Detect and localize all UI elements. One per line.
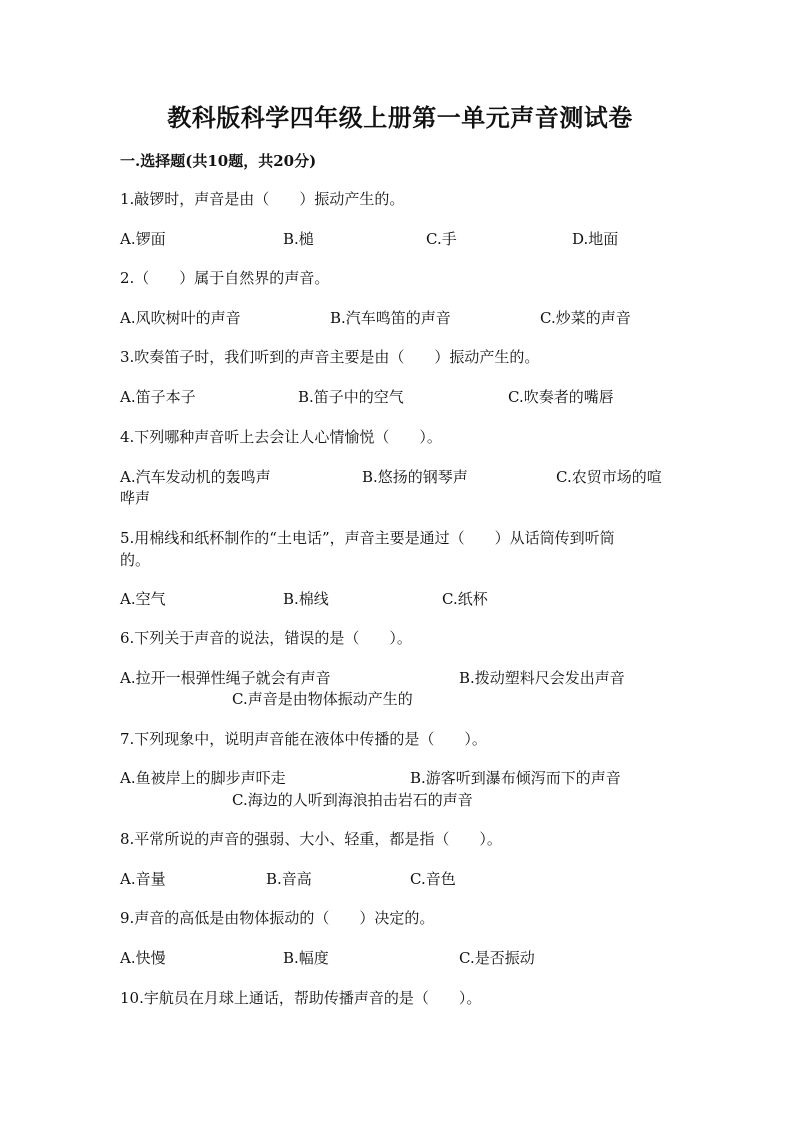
option-b: B.幅度: [283, 949, 329, 967]
option-a: A.音量: [120, 870, 166, 888]
option-b: B.音高: [266, 870, 312, 888]
question-stem: 9.声音的高低是由物体振动的（ ）决定的。: [120, 909, 435, 927]
question-stem: 1.敲锣时，声音是由（ ）振动产生的。: [120, 190, 405, 208]
option-c: C.声音是由物体振动产生的: [232, 690, 413, 708]
question-stem: 2.（ ）属于自然界的声音。: [120, 269, 330, 287]
option-c: C.手: [426, 230, 457, 248]
option-b: B.拨动塑料尺会发出声音: [459, 669, 625, 687]
option-a: A.鱼被岸上的脚步声吓走: [120, 769, 286, 787]
option-a: A.笛子本子: [120, 388, 196, 406]
option-c: C.海边的人听到海浪拍击岩石的声音: [232, 791, 473, 809]
option-c: C.纸杯: [442, 590, 488, 608]
option-c: C.是否振动: [459, 949, 535, 967]
question-stem: 7.下列现象中，说明声音能在液体中传播的是（ ）。: [120, 730, 487, 748]
option-b: B.悠扬的钢琴声: [362, 468, 468, 486]
question-stem: 3.吹奏笛子时，我们听到的声音主要是由（ ）振动产生的。: [120, 348, 540, 366]
question-stem: 4.下列哪种声音听上去会让人心情愉悦（ ）。: [120, 428, 442, 446]
question-stem-continuation: 的。: [120, 551, 151, 569]
option-a: A.拉开一根弹性绳子就会有声音: [120, 669, 331, 687]
option-c: C.吹奏者的嘴唇: [508, 388, 614, 406]
question-stem: 10.宇航员在月球上通话，帮助传播声音的是（ ）。: [120, 989, 482, 1007]
option-c: C.农贸市场的喧: [556, 468, 662, 486]
question-stem: 6.下列关于声音的说法，错误的是（ ）。: [120, 629, 412, 647]
question-stem: 8.平常所说的声音的强弱、大小、轻重，都是指（ ）。: [120, 830, 502, 848]
option-a: A.空气: [120, 590, 166, 608]
option-c-continuation: 哗声: [120, 489, 151, 507]
option-a: A.快慢: [120, 949, 166, 967]
option-b: B.汽车鸣笛的声音: [330, 309, 451, 327]
section-heading: 一.选择题(共10题，共20分): [120, 152, 317, 170]
option-b: B.棉线: [283, 590, 329, 608]
option-a: A.风吹树叶的声音: [120, 309, 241, 327]
option-a: A.锣面: [120, 230, 166, 248]
option-b: B.笛子中的空气: [298, 388, 404, 406]
option-c: C.炒菜的声音: [540, 309, 631, 327]
option-a: A.汽车发动机的轰鸣声: [120, 468, 271, 486]
option-c: C.音色: [410, 870, 456, 888]
page-title: 教科版科学四年级上册第一单元声音测试卷: [167, 103, 633, 132]
question-stem: 5.用棉线和纸杯制作的“土电话”，声音主要是通过（ ）从话筒传到听筒: [120, 529, 615, 547]
option-b: B.槌: [283, 230, 314, 248]
option-b: B.游客听到瀑布倾泻而下的声音: [410, 769, 621, 787]
option-d: D.地面: [572, 230, 619, 248]
